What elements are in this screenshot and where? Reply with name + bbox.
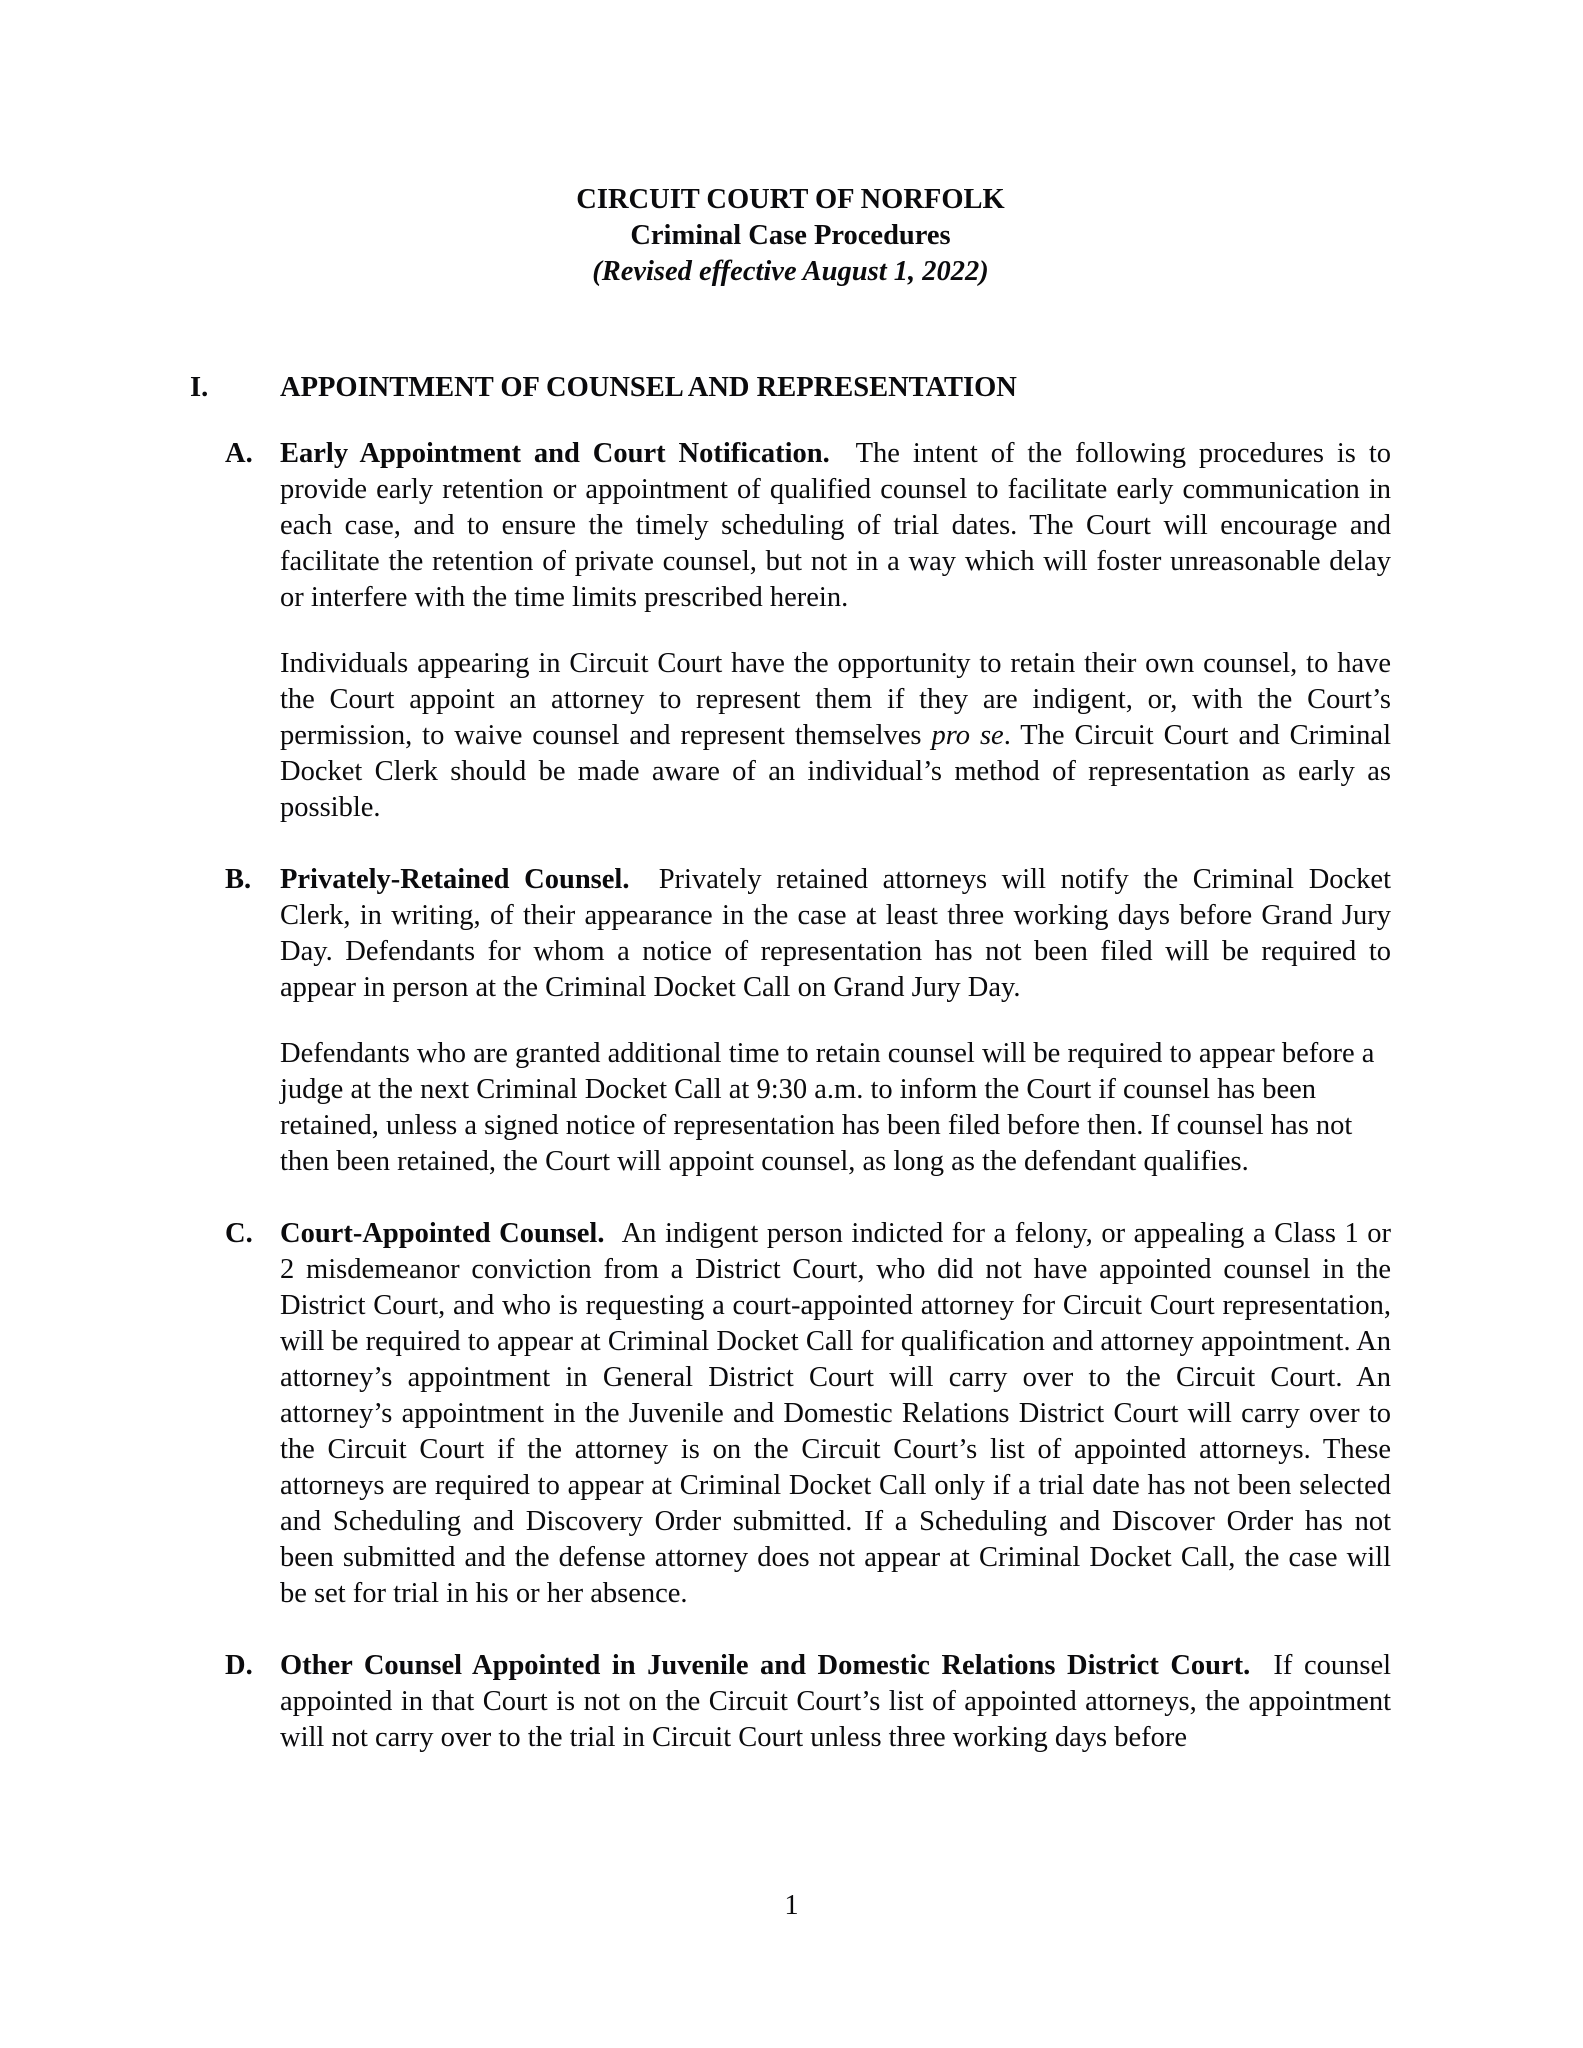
item-c-paragraph-1 xyxy=(280,1216,1391,1612)
page-footer xyxy=(0,1888,1583,1924)
section-number: I. xyxy=(190,372,209,403)
item-c-body xyxy=(280,1216,1391,1612)
item-b-intro-text: Privately retained attorneys will notify the Criminal Docket Clerk, in writing, of their appearance in the case at least three working days before Grand Jury Day. Defendants for whom a notice of representation has not been filed will be required to appear in person at the Criminal Docket Call on Grand Jury Day. xyxy=(280,864,1391,1003)
item-b-body xyxy=(280,862,1391,1180)
item-a-paragraph-2 xyxy=(280,646,1391,826)
document-revision-note: (Revised effective August 1, 2022) xyxy=(592,256,989,287)
section-appointment-of-counsel xyxy=(190,370,1391,1756)
item-a-intro-text: The intent of the following procedures is to provide early retention or appointment of qualified counsel to facilitate early communication in each case, and to ensure the timely scheduling of trial dates. The Court will encourage and facilitate the retention of private counsel, but not in a way which will foster unreasonable delay or interfere with the time limits prescribed herein. xyxy=(280,438,1391,613)
item-a-body xyxy=(280,436,1391,826)
pro-se-italic-text: pro se xyxy=(931,720,1004,751)
item-d xyxy=(190,1648,1391,1756)
page-number: 1 xyxy=(784,1890,799,1921)
item-d-paragraph-1 xyxy=(280,1648,1391,1756)
item-b-letter: B. xyxy=(225,864,252,895)
item-a-paragraph-1 xyxy=(280,436,1391,616)
item-c-intro-text: An indigent person indicted for a felony, or appealing a Class 1 or 2 misdemeanor conviction from a District Court, who did not have appointed counsel in the District Court, and who is requesting a court-appointed attorney for Circuit Court representation, will be required to appear at Criminal Docket Call for qualification and attorney appointment. An attorney’s appointment in General District Court will carry over to the Circuit Court. An attorney’s appointment in the Juvenile and Domestic Relations District Court will carry over to the Circuit Court if the attorney is on the Circuit Court’s list of appointed attorneys. These attorneys are required to appear at Criminal Docket Call only if a trial date has not been selected and Scheduling and Discovery Order submitted. If a Scheduling and Discover Order has not been submitted and the defense attorney does not appear at Criminal Docket Call, the case will be set for trial in his or her absence. xyxy=(280,1218,1391,1609)
item-d-intro-text: If counsel appointed in that Court is not on the Circuit Court’s list of appointed attorneys, the appointment will not carry over to the trial in Circuit Court unless three working days before xyxy=(280,1650,1392,1753)
item-d-label: Other Counsel Appointed in Juvenile and Domestic Relations District Court. xyxy=(280,1650,1251,1681)
item-b-paragraph-2: Defendants who are granted additional time to retain counsel will be required to appear before a judge at the next Criminal Docket Call at 9:30 a.m. to inform the Court if counsel has been retained, unless a signed notice of representation has been filed before then. If counsel has not then been retained, the Court will appoint counsel, as long as the defendant qualifies. xyxy=(280,1038,1375,1177)
document-subtitle: Criminal Case Procedures xyxy=(630,220,951,251)
item-c-letter: C. xyxy=(225,1218,253,1249)
document-header xyxy=(190,182,1391,290)
item-a xyxy=(190,436,1391,826)
item-a-para2-post: . The Circuit Court and Criminal Docket Clerk should be made aware of an individual’s method of representation as early as possible. xyxy=(280,720,1391,823)
item-d-body xyxy=(280,1648,1391,1756)
item-c-label: Court-Appointed Counsel. xyxy=(280,1218,605,1249)
section-title: APPOINTMENT OF COUNSEL AND REPRESENTATION xyxy=(280,372,1017,403)
item-d-letter: D. xyxy=(225,1650,253,1681)
item-b-label: Privately-Retained Counsel. xyxy=(280,864,630,895)
item-b-paragraph-1 xyxy=(280,862,1391,1006)
document-title: CIRCUIT COURT OF NORFOLK xyxy=(576,184,1005,215)
item-c xyxy=(190,1216,1391,1612)
item-a-label: Early Appointment and Court Notification. xyxy=(280,438,830,469)
item-b xyxy=(190,862,1391,1180)
item-a-letter: A. xyxy=(225,438,253,469)
section-heading xyxy=(190,370,1391,406)
item-a-para2-pre: Individuals appearing in Circuit Court have the opportunity to retain their own counsel, to have the Court appoint an attorney to represent them if they are indigent, or, with the Court’s permission, to waive counsel and represent themselves xyxy=(280,648,1391,751)
